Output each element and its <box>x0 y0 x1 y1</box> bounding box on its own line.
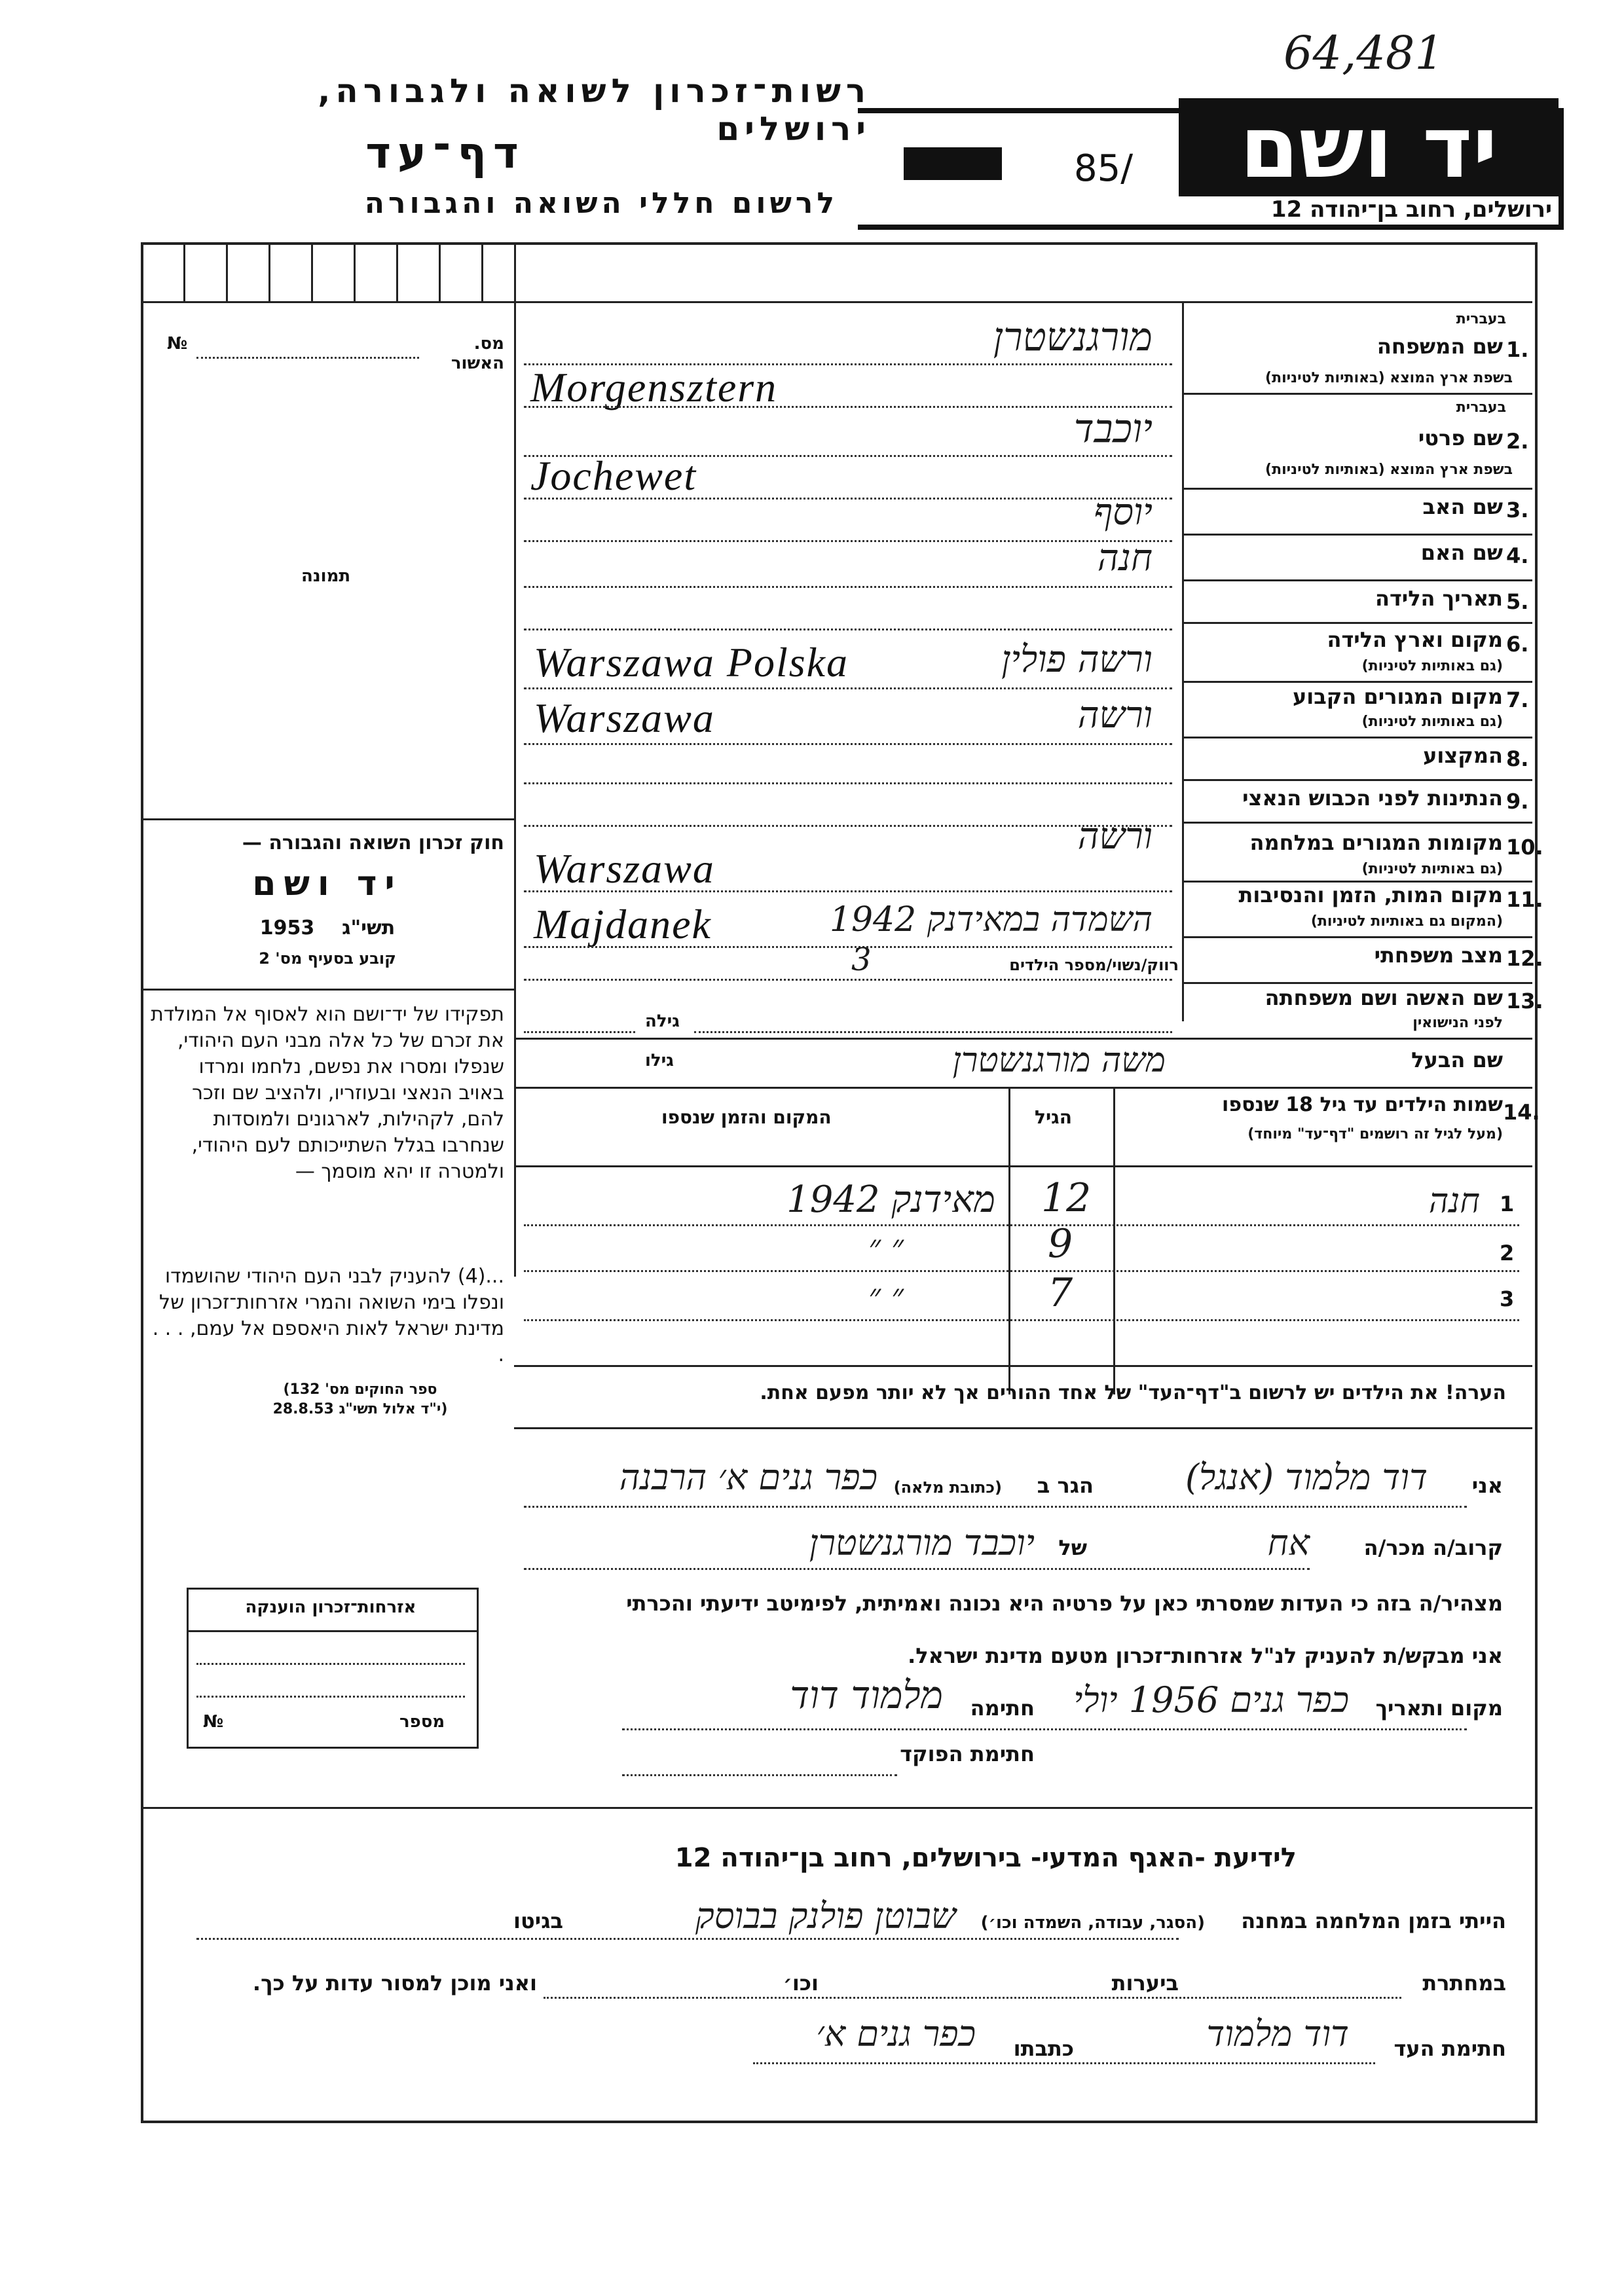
signature-label: חתימה <box>970 1696 1035 1721</box>
children-row-age[interactable]: 7 <box>1048 1270 1073 1316</box>
law-name: יד ושם <box>252 864 403 903</box>
decl-subject-name[interactable]: יוכבד מורגנשטרן <box>809 1522 1035 1563</box>
field-4-divider <box>1182 579 1532 581</box>
footer-etc-label: וכו׳ <box>783 1971 819 1995</box>
field-4-label: שם האם <box>1420 540 1503 565</box>
law-year: 1953 <box>259 917 315 939</box>
field-6-value-lat[interactable]: Warszawa Polska <box>534 639 849 685</box>
footer-divider <box>141 1807 1532 1809</box>
children-name-col-divider <box>1113 1087 1115 1394</box>
law-section: קובע בסעיף מס' 2 <box>259 949 396 968</box>
decl-prefix: אני <box>1471 1473 1503 1498</box>
footer-line-3 <box>753 2062 1375 2064</box>
field-11-divider <box>1182 936 1532 938</box>
children-row-line <box>524 1270 1519 1272</box>
field-10-value-heb[interactable]: ורשה <box>1077 815 1153 858</box>
field-7-divider <box>1182 737 1532 738</box>
field-10-label: מקומות המגורים במלחמה <box>1249 830 1503 855</box>
field-3-label: שם האב <box>1422 494 1503 519</box>
decl-line-1 <box>524 1506 1467 1508</box>
field-1-value-heb[interactable]: מורגנשטרן <box>993 314 1153 360</box>
strip-cell <box>268 242 270 301</box>
citizenship-title-line <box>187 1630 477 1632</box>
field-2-number: 2. <box>1506 429 1529 454</box>
citizenship-no-symbol: № <box>203 1712 224 1732</box>
footer-address[interactable]: כפר גנים א׳ <box>816 2013 976 2054</box>
form-title: דף־עד <box>365 128 525 178</box>
children-age-header: הגיל <box>1035 1106 1072 1128</box>
yad-vashem-logo <box>1179 98 1559 196</box>
field-9-divider <box>1182 822 1532 824</box>
children-row-age[interactable]: 12 <box>1041 1175 1092 1221</box>
field-3-divider <box>1182 534 1532 536</box>
footer-ghetto-label: בגיטו <box>513 1908 563 1933</box>
field-13-sub: לפני הנישואין <box>1412 1015 1503 1031</box>
field-11-label: מקום המות, הזמן והנסיבות <box>1238 883 1503 907</box>
footer-line-2 <box>544 1997 1401 1999</box>
field-6-sub: (גם באותיות לטיניות) <box>1361 658 1503 674</box>
approval-no-symbol: № <box>167 334 188 354</box>
authority-title: רשות־זכרון לשואה ולגבורה, ירושלים <box>318 72 871 148</box>
husband-value[interactable]: משה מורגנשטרן <box>952 1041 1166 1080</box>
citizenship-number-label: מספר <box>399 1712 445 1732</box>
photo-bottom-line <box>141 818 514 820</box>
field-13-divider <box>514 1038 1532 1040</box>
decl-statement: מצהיר/ה בזה כי העדות שמסרתי כאן על פרטיה היא נכונה ואמיתית, לפימיטב ידיעתי והכרתי <box>626 1591 1503 1616</box>
decl-of-label: של <box>1058 1535 1087 1560</box>
footer-camp-label: הייתי בזמן המלחמה במחנה <box>1241 1908 1506 1933</box>
footer-witness-sign[interactable]: דוד מלמוד <box>1206 2013 1349 2054</box>
place-date-label: מקום ותאריך <box>1375 1696 1503 1721</box>
field-4-value[interactable]: חנה <box>1097 537 1153 579</box>
husband-age-label: גילו <box>645 1051 674 1070</box>
field-7-value-lat[interactable]: Warszawa <box>534 695 715 741</box>
decl-relation-label: קרוב/ה מכר/ה <box>1363 1535 1503 1560</box>
field-12-divider <box>1182 982 1532 984</box>
footer-testify-label: ואני מוכן למסור עדות על כך. <box>252 1971 537 1995</box>
law-date: י"ד אלול תשי"ג 28.8.53) <box>272 1401 448 1417</box>
footer-line-1 <box>196 1938 1179 1940</box>
field-11-number: 11. <box>1506 887 1543 912</box>
field-6-divider <box>1182 681 1532 683</box>
footer-address-label: כתבתו <box>1013 2036 1074 2061</box>
field-13-wife-line[interactable] <box>694 1031 1172 1033</box>
field-2-value-lat[interactable]: Jochewet <box>530 452 697 499</box>
field-4-number: 4. <box>1506 543 1529 568</box>
field-12-children-count[interactable]: 3 <box>851 941 872 978</box>
field-7-line <box>524 743 1172 745</box>
field-10-value-lat[interactable]: Warszawa <box>534 845 715 892</box>
children-row-place[interactable]: ״ ״ <box>868 1277 904 1315</box>
children-row-index: 3 <box>1500 1286 1515 1311</box>
field-11-sub: (המקום גם באותיות לטיניות) <box>1310 913 1503 930</box>
field-8-number: 8. <box>1506 746 1529 771</box>
field-13-age-label: גילה <box>645 1011 680 1031</box>
field-8-label: המקצוע <box>1423 743 1503 768</box>
officer-line[interactable] <box>622 1774 897 1776</box>
field-3-value[interactable]: יוסף <box>1094 491 1153 534</box>
footer-camp-value[interactable]: שבוטן פולנק בבוסק <box>695 1895 956 1937</box>
field-2-divider <box>1182 488 1532 490</box>
law-text-1: תפקידו של יד־ושם הוא לאסוף אל המולדת את זכרם של כל אלה מבני העם היהודי, שנפלו ומסרו את נפשם, נלחמו ומרדו באויב הנאצי ובעוזריו, ולהציב שם וזכר להם, לקהילות, לארגונים ולמוסדות שנחרבו בגלל השתייכותם לעם היהודי, ולמטרה זו יהא מוסמך — <box>151 1003 504 1183</box>
field-1-label: שם המשפחה <box>1376 334 1503 359</box>
law-text-2: ...(4) להעניק לבני העם היהודי שהושמדו ונפלו בימי השואה והמרי אזרחות־זכרון של מדינת ישראל לאות היאספם אל עמם, . . . . <box>152 1265 504 1366</box>
field-9-label: הנתינות לפני הכבוש הנאצי <box>1242 786 1503 811</box>
law-title: חוק זכרון השואה והגבורה — <box>242 831 504 854</box>
approval-label: מס. האשור <box>451 334 504 373</box>
field-7-sub: (גם באותיות לטיניות) <box>1361 714 1503 730</box>
field-3-number: 3. <box>1506 498 1529 522</box>
record-number: 85/ <box>1074 147 1134 190</box>
logo-stamp-block <box>904 147 1002 180</box>
field-12-options: רווק/נשוי/מספר הילדים <box>1009 956 1179 974</box>
field-11-value-lat[interactable]: Majdanek <box>534 901 712 947</box>
field-2-sub: בשפת ארץ המוצא (באותיות לטיניות) <box>1265 462 1513 478</box>
field-5-line[interactable] <box>524 629 1172 630</box>
signature-value[interactable]: מלמוד דוד <box>790 1673 943 1717</box>
label-column-divider <box>1182 301 1184 1021</box>
field-10-number: 10. <box>1506 835 1543 860</box>
field-1-number: 1. <box>1506 337 1529 362</box>
field-7-label: מקום המגורים הקבוע <box>1292 684 1503 709</box>
field-1-hebrew-tag: בעברית <box>1456 311 1506 327</box>
decl-request: אני מבקש/ת להעניק לנ"ל אזרחות־זכרון מטעם מדינת ישראל. <box>908 1643 1503 1668</box>
children-table-subtitle: (מעל לגיל זה רושמים "דף־עד" מיוחד) <box>1247 1126 1503 1142</box>
field-10-line <box>524 890 1172 892</box>
strip-cell <box>396 242 398 301</box>
children-place-header: המקום והזמן שנספו <box>661 1106 832 1128</box>
children-note: הערה! את הילדים יש לרשום ב"דף־העד" של אחד ההורים אך לא יותר מפעם אחת. <box>760 1381 1506 1404</box>
field-6-label: מקום וארץ הלידה <box>1327 627 1503 652</box>
field-2-hebrew-tag: בעברית <box>1456 399 1506 416</box>
footer-underground-label: במחתרת <box>1422 1971 1506 1995</box>
left-column-divider <box>514 242 516 1277</box>
field-5-number: 5. <box>1506 589 1529 614</box>
children-row-line <box>524 1224 1519 1226</box>
footer-camp-options: (הסגר, עבודה, השמדה וכו׳) <box>980 1913 1205 1933</box>
children-table-number: 14. <box>1503 1100 1540 1125</box>
field-6-number: 6. <box>1506 632 1529 657</box>
citizenship-line[interactable] <box>196 1663 465 1665</box>
form-subtitle: לרשום חללי השואה והגבורה <box>364 187 838 220</box>
children-table-title: שמות הילדים עד גיל 18 שנספו <box>1222 1093 1503 1116</box>
field-13-label: שם האשה ושם משפחתה <box>1264 985 1503 1010</box>
logo-text: יד ושם <box>1240 98 1498 197</box>
field-1-divider <box>1182 393 1532 395</box>
note-top-line <box>514 1365 1532 1367</box>
field-12-label: מצב משפחתי <box>1374 943 1503 968</box>
field-7-number: 7. <box>1506 687 1529 712</box>
field-5-divider <box>1182 622 1532 624</box>
decl-relation[interactable]: אח <box>1267 1522 1310 1563</box>
officer-label: חתימת הפוקד <box>900 1741 1035 1766</box>
field-6-line <box>524 687 1172 689</box>
law-ref: (ספר החוקים מס' 132 <box>283 1381 437 1398</box>
field-11-value-heb[interactable]: השמדה במאידנק 1942 <box>829 900 1153 939</box>
field-1-sub: בשפת ארץ המוצא (באותיות לטיניות) <box>1265 370 1513 386</box>
children-row-name[interactable]: חנה <box>1428 1182 1480 1221</box>
children-row-index: 1 <box>1500 1192 1515 1216</box>
children-row-age[interactable]: 9 <box>1048 1221 1073 1267</box>
children-row-place[interactable]: מאידנק 1942 <box>786 1178 995 1221</box>
husband-divider <box>514 1087 1532 1089</box>
strip-cell <box>311 242 313 301</box>
strip-cell <box>481 242 483 301</box>
field-2-label: שם פרטי <box>1418 426 1503 450</box>
field-12-number: 12. <box>1506 946 1543 971</box>
children-row-line <box>524 1319 1519 1321</box>
husband-label: שם הבעל <box>1411 1048 1503 1072</box>
strip-cell <box>183 242 185 301</box>
decl-line-2 <box>524 1568 1310 1570</box>
strip-cell <box>226 242 228 301</box>
photo-label: תמונה <box>301 566 351 586</box>
field-9-number: 9. <box>1506 789 1529 814</box>
field-7-value-heb[interactable]: ורשה <box>1077 694 1153 737</box>
children-header-line <box>514 1165 1532 1167</box>
field-8-divider <box>1182 779 1532 781</box>
field-13-number: 13. <box>1506 989 1543 1013</box>
law-year-row <box>151 917 504 939</box>
approval-field[interactable] <box>196 357 419 359</box>
children-age-col-divider <box>1008 1087 1010 1394</box>
decl-lives-label: הגר ב <box>1037 1473 1094 1498</box>
top-strip-line <box>141 301 1532 303</box>
field-1-value-lat[interactable]: Morgensztern <box>530 364 778 410</box>
citizenship-line[interactable] <box>196 1696 465 1698</box>
field-2-value-heb[interactable]: יוכבד <box>1073 406 1153 452</box>
decl-name[interactable]: דוד מלמוד (אנגל) <box>1185 1457 1428 1498</box>
field-6-value-heb[interactable]: ורשה פולין <box>1001 638 1153 681</box>
decl-address[interactable]: כפר גנים א׳ הרבנה <box>619 1457 877 1498</box>
law-divider <box>141 989 514 991</box>
field-12-line <box>524 979 1172 981</box>
field-5-label: תאריך הלידה <box>1375 586 1503 611</box>
children-row-place[interactable]: ״ ״ <box>868 1228 904 1266</box>
field-4-line <box>524 586 1172 588</box>
law-year-heb: תשי"ג <box>342 917 396 939</box>
children-row-index: 2 <box>1500 1241 1515 1266</box>
note-bottom-line <box>514 1427 1532 1429</box>
footer-forests-label: ביערות <box>1111 1971 1179 1995</box>
field-13-age-line[interactable] <box>524 1031 635 1033</box>
strip-cell <box>439 242 441 301</box>
field-11-line <box>524 946 1172 948</box>
field-8-line[interactable] <box>524 782 1172 784</box>
address: ירושלים, רחוב בן־יהודה 12 <box>1270 196 1552 223</box>
decl-sign-line <box>622 1728 1467 1730</box>
decl-address-label: (כתובת מלאה) <box>893 1478 1002 1497</box>
handwritten-record-id: 64,481 <box>1283 26 1444 80</box>
footer-title: לידיעת -האגף המדעי- בירושלים, רחוב בן־יהודה 12 <box>674 1843 1297 1873</box>
footer-witness-sign-label: חתימת העד <box>1393 2036 1506 2061</box>
strip-cell <box>354 242 356 301</box>
field-10-sub: (גם באותיות לטיניות) <box>1361 861 1503 877</box>
place-date-value[interactable]: כפר גנים 1956 יולי <box>1073 1679 1349 1721</box>
citizenship-box-title: אזרחות־זכרון הוענקה <box>245 1597 416 1617</box>
